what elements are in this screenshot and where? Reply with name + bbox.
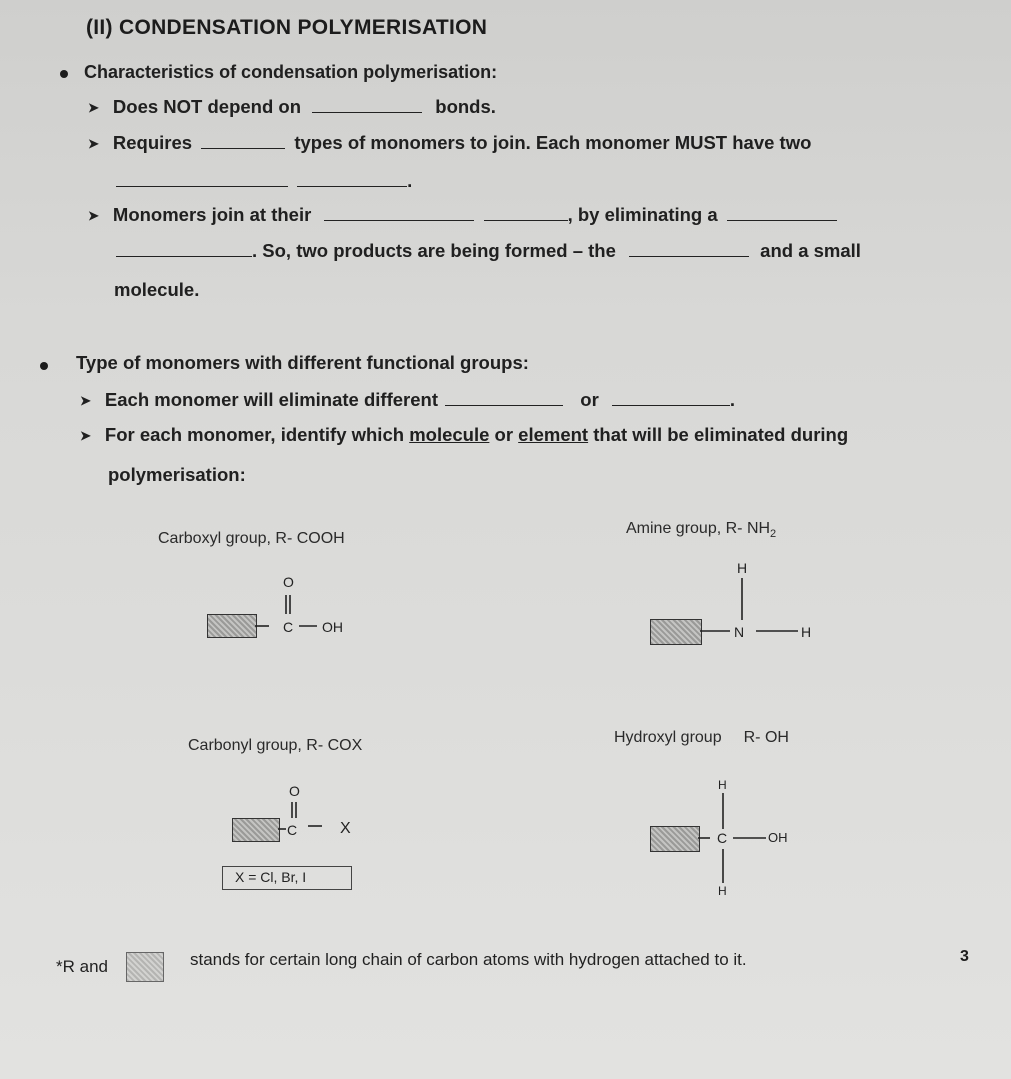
arrow-icon: ➤ bbox=[80, 393, 91, 408]
r-group-box bbox=[650, 826, 700, 852]
answer-blank[interactable] bbox=[297, 185, 407, 187]
bullet-dot bbox=[40, 362, 48, 370]
characteristic-3-cont: . So, two products are being formed – the and a small bbox=[116, 240, 861, 262]
answer-blank[interactable] bbox=[727, 219, 837, 221]
hydrogen-atom: H bbox=[737, 560, 748, 576]
oxygen-atom: O bbox=[283, 574, 294, 590]
r-group-box bbox=[207, 614, 257, 638]
monomer-point-2: ➤ For each monomer, identify which molecule or element that will be eliminated during bbox=[80, 424, 849, 445]
answer-blank[interactable] bbox=[201, 147, 285, 149]
footnote-text: stands for certain long chain of carbon atoms with hydrogen attached to it. bbox=[190, 950, 747, 969]
carboxyl-label: Carboxyl group, R- COOH bbox=[158, 530, 345, 547]
halogen-note: X = Cl, Br, I bbox=[222, 866, 352, 890]
answer-blank[interactable] bbox=[629, 255, 749, 257]
monomer-point-2-cont: polymerisation: bbox=[108, 464, 246, 485]
bullet-dot bbox=[60, 70, 68, 78]
hydroxyl-atoms: OH bbox=[768, 830, 788, 845]
characteristic-3-end: molecule. bbox=[114, 279, 200, 300]
answer-blank[interactable] bbox=[324, 219, 474, 221]
monomer-point-1: ➤ Each monomer will eliminate different or . bbox=[80, 389, 736, 410]
hydroxyl-label: Hydroxyl group R- OH bbox=[614, 729, 789, 746]
answer-blank[interactable] bbox=[445, 404, 563, 406]
hydroxyl-atoms: OH bbox=[322, 619, 343, 635]
answer-blank[interactable] bbox=[312, 111, 422, 113]
arrow-icon: ➤ bbox=[80, 428, 91, 443]
page-title: (II) CONDENSATION POLYMERISATION bbox=[86, 16, 488, 39]
characteristic-1: ➤ Does NOT depend on bonds. bbox=[88, 96, 496, 117]
carbon-atom: C bbox=[717, 830, 728, 846]
answer-blank[interactable] bbox=[116, 255, 252, 257]
hydrogen-atom: H bbox=[718, 778, 727, 792]
nitrogen-atom: N bbox=[734, 624, 745, 640]
carbonyl-label: Carbonyl group, R- COX bbox=[188, 737, 363, 754]
arrow-icon: ➤ bbox=[88, 208, 99, 223]
arrow-icon: ➤ bbox=[88, 136, 99, 151]
footnote-start: *R and bbox=[56, 957, 108, 976]
amine-label: Amine group, R- $NH_2$ bbox=[626, 520, 777, 541]
answer-blank[interactable] bbox=[612, 404, 730, 406]
section2-title: Type of monomers with different functional groups: bbox=[76, 352, 529, 373]
section1-title: Characteristics of condensation polymerisation: bbox=[84, 62, 498, 82]
carbon-atom: C bbox=[283, 619, 294, 635]
page-number: 3 bbox=[960, 948, 969, 965]
arrow-icon: ➤ bbox=[88, 100, 99, 115]
hydrogen-atom: H bbox=[801, 624, 812, 640]
hydrogen-atom: H bbox=[718, 884, 727, 898]
oxygen-atom: O bbox=[289, 783, 300, 799]
r-group-box bbox=[232, 818, 280, 842]
characteristic-3: ➤ Monomers join at their , by eliminating a bbox=[88, 204, 837, 226]
hydroxyl-structure bbox=[698, 775, 818, 905]
characteristic-2-cont: . bbox=[116, 170, 412, 192]
r-group-box bbox=[650, 619, 702, 645]
r-group-box bbox=[126, 952, 164, 982]
answer-blank[interactable] bbox=[116, 185, 288, 187]
carbon-atom: C bbox=[287, 822, 298, 838]
characteristic-2: ➤ Requires types of monomers to join. Each monomer MUST have two bbox=[88, 132, 812, 153]
carboxyl-structure bbox=[255, 570, 365, 640]
answer-blank[interactable] bbox=[484, 219, 568, 221]
halogen-atom: X bbox=[340, 820, 351, 837]
